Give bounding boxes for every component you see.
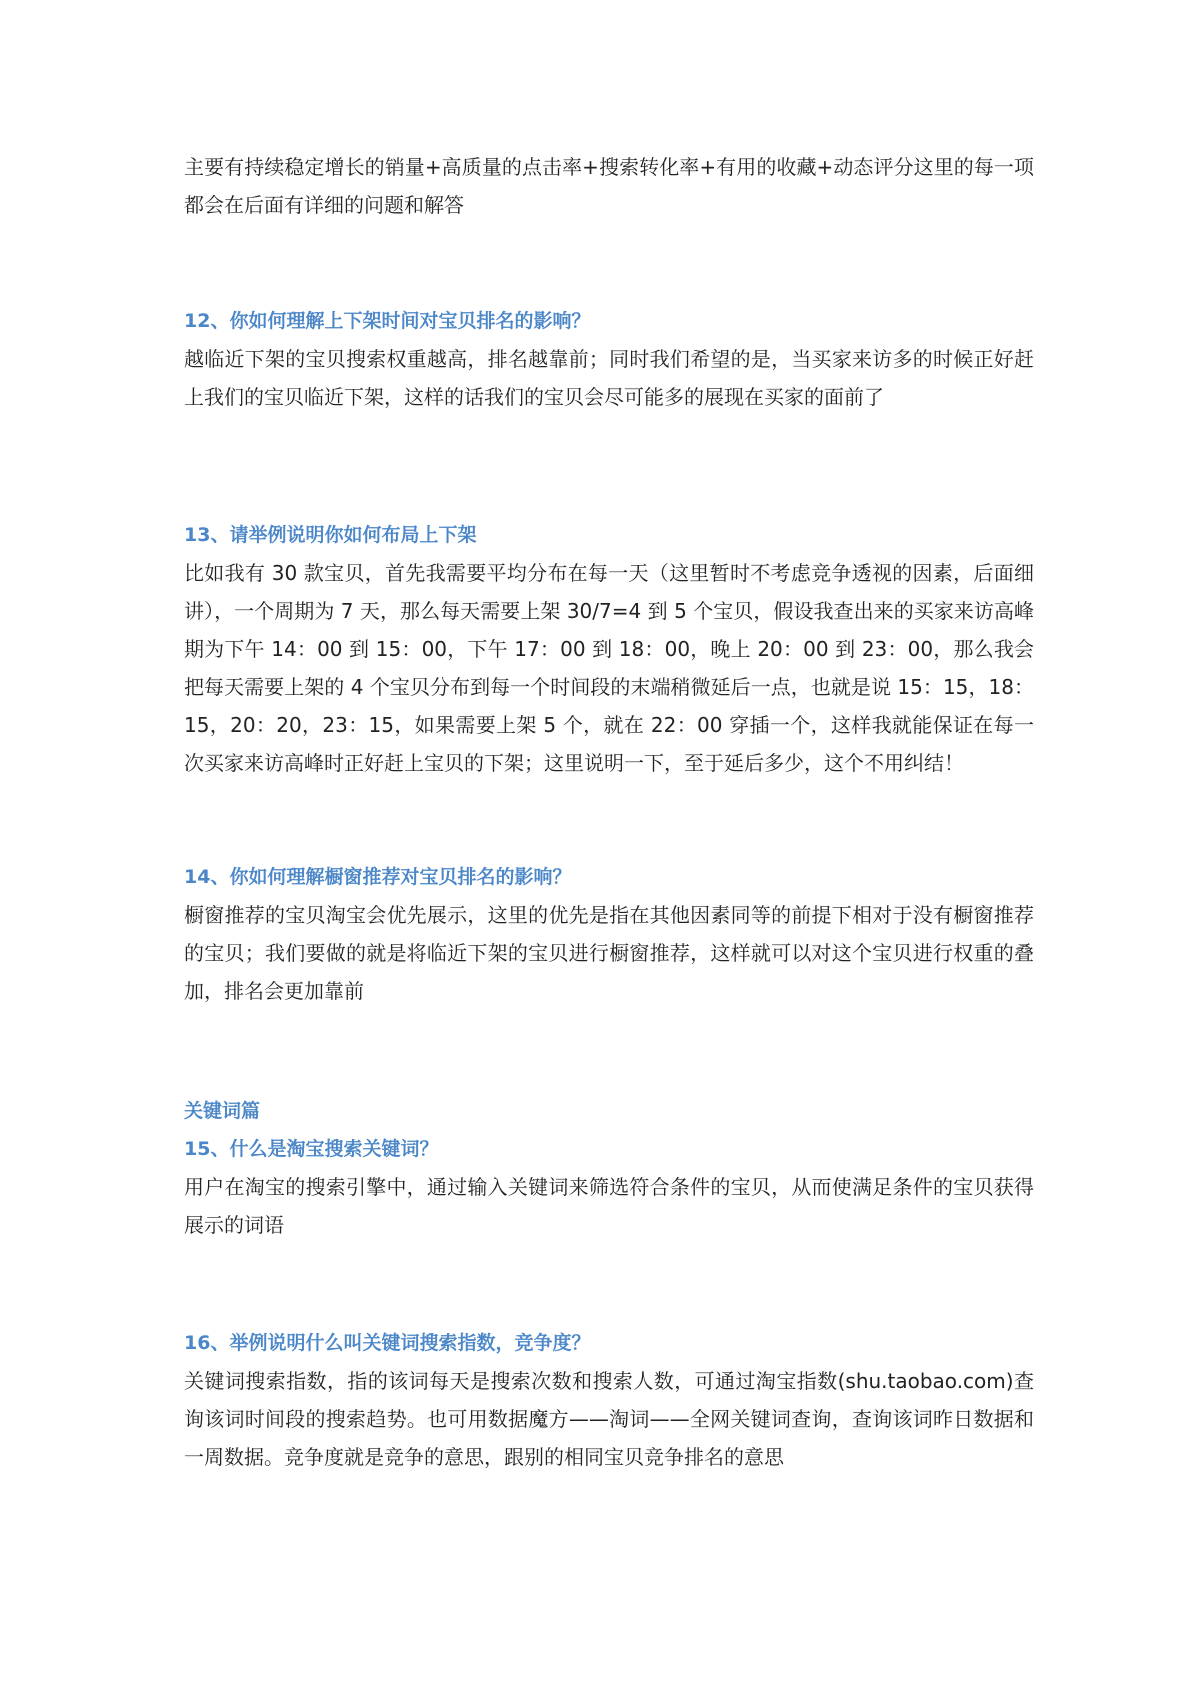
q15-section: [184, 1092, 1034, 1244]
intro-paragraph: 主要有持续稳定增长的销量+高质量的点击率+搜索转化率+有用的收藏+动态评分这里的每一项都会在后面有详细的问题和解答: [184, 155, 1034, 217]
q13-section: [184, 516, 1034, 782]
q15-heading: 15、什么是淘宝搜索关键词？: [184, 1138, 439, 1160]
q14-section: [184, 858, 1034, 1010]
q16-answer: 关键词搜索指数，指的该词每天是搜索次数和搜索人数，可通过淘宝指数(shu.taobao.com)查询该词时间段的搜索趋势。也可用数据魔方——淘词——全网关键词查询，查询该词昨日数据和一周数据。竞争度就是竞争的意思，跟别的相同宝贝竞争排名的意思: [184, 1369, 1034, 1469]
q12-heading: 12、你如何理解上下架时间对宝贝排名的影响？: [184, 310, 591, 332]
q13-heading: 13、请举例说明你如何布局上下架: [184, 524, 477, 546]
intro-section: [184, 148, 1034, 224]
q14-answer: 橱窗推荐的宝贝淘宝会优先展示，这里的优先是指在其他因素同等的前提下相对于没有橱窗推荐的宝贝；我们要做的就是将临近下架的宝贝进行橱窗推荐，这样就可以对这个宝贝进行权重的叠加，排名会更加靠前: [184, 903, 1034, 1003]
q12-answer: 越临近下架的宝贝搜索权重越高，排名越靠前；同时我们希望的是，当买家来访多的时候正好赶上我们的宝贝临近下架，这样的话我们的宝贝会尽可能多的展现在买家的面前了: [184, 347, 1034, 409]
q13-answer: 比如我有 30 款宝贝，首先我需要平均分布在每一天（这里暂时不考虑竞争透视的因素，后面细讲），一个周期为 7 天，那么每天需要上架 30/7=4 到 5 个宝贝，假设我查出来的买家来访高峰期为下午 14：00 到 15：00，下午 17：00 到 18：00，晚上 20：00 到 23：00，那么我会把每天需要上架的 4 个宝贝分布到每一个时间段的末端稍微延后一点，也就是说 15：15，18：15，20：20，23：15，如果需要上架 5 个，就在 22：00 穿插一个，这样我就能保证在每一次买家来访高峰时正好赶上宝贝的下架；这里说明一下，至于延后多少，这个不用纠结！: [184, 561, 1034, 775]
q16-section: [184, 1324, 1034, 1476]
keyword-section-label: 关键词篇: [184, 1100, 261, 1122]
q16-heading: 16、举例说明什么叫关键词搜索指数，竞争度？: [184, 1332, 591, 1354]
document-page: [184, 148, 1034, 1476]
q15-answer: 用户在淘宝的搜索引擎中，通过输入关键词来筛选符合条件的宝贝，从而使满足条件的宝贝获得展示的词语: [184, 1175, 1034, 1237]
q14-heading: 14、你如何理解橱窗推荐对宝贝排名的影响？: [184, 866, 572, 888]
q12-section: [184, 302, 1034, 416]
